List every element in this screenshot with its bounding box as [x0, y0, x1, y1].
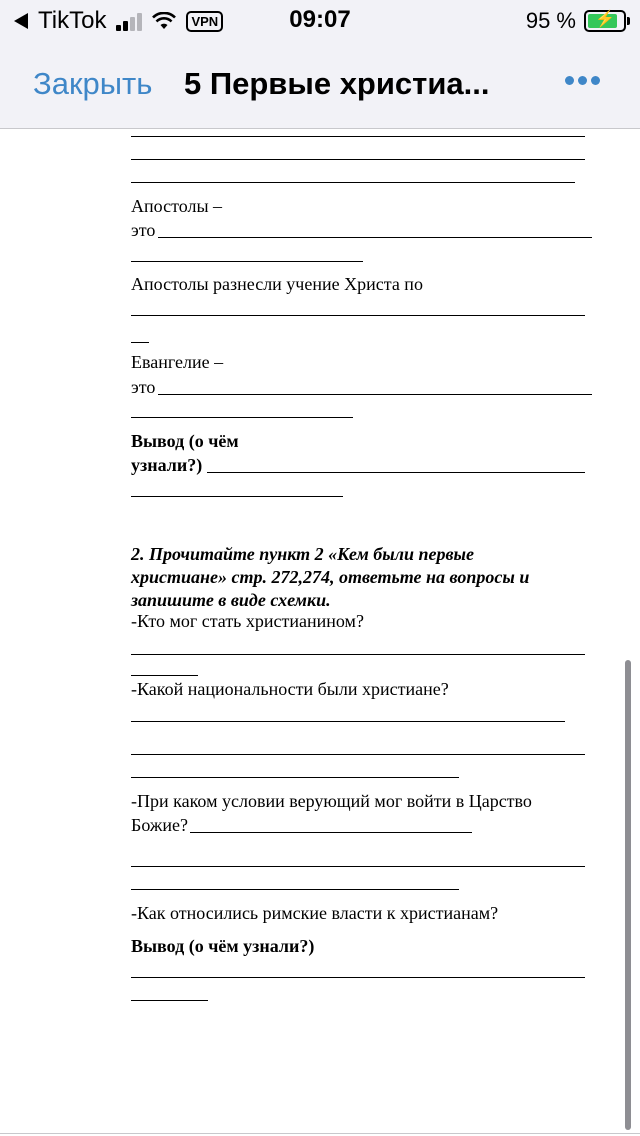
answer-line [131, 417, 353, 418]
bottom-divider [0, 1133, 640, 1134]
document-page[interactable] [0, 129, 640, 1136]
answer-line [131, 159, 585, 160]
task2-heading-end: запишите в виде схемки. [131, 590, 331, 610]
answer-line [131, 754, 585, 755]
gospel-label: Евангелие – [131, 352, 224, 372]
back-app-label: TikTok [38, 7, 107, 34]
answer-line [131, 496, 343, 497]
answer-line [207, 472, 585, 473]
answer-line [131, 315, 585, 316]
question-3: -При каком условии верующий мог войти в Царство [131, 791, 532, 811]
answer-line [131, 1000, 208, 1001]
battery-icon [584, 10, 626, 32]
close-button[interactable]: Закрыть [33, 66, 153, 101]
battery-percent: 95 % [525, 8, 576, 33]
navigation-bar [0, 40, 640, 129]
apostles-eto: это [131, 220, 156, 240]
answer-line [131, 977, 585, 978]
gospel-eto: это [131, 377, 156, 397]
conclusion-label-cont: узнали?) [131, 455, 203, 475]
clock: 09:07 [289, 6, 351, 33]
answer-line [131, 866, 585, 867]
task2-heading: 2. Прочитайте пункт 2 «Кем были первые [131, 544, 475, 564]
apostles-label: Апостолы – [131, 196, 223, 216]
answer-line [131, 675, 198, 676]
question-2: -Какой национальности были христиане? [131, 679, 449, 699]
answer-line [158, 237, 592, 238]
document-title: 5 Первые христиа... [184, 66, 490, 101]
ellipsis-icon[interactable] [561, 76, 600, 85]
charging-bolt-icon: ⚡ [595, 11, 615, 28]
vpn-badge: VPN [186, 11, 223, 32]
answer-line [190, 832, 472, 833]
answer-line [131, 721, 565, 722]
answer-line [131, 342, 149, 343]
answer-line [131, 889, 459, 890]
status-bar [0, 0, 640, 40]
question-4: -Как относились римские власти к христианам? [131, 903, 499, 923]
answer-line [131, 654, 585, 655]
apostles-spread-text: Апостолы разнесли учение Христа по [131, 274, 423, 294]
question-3-cont: Божие? [131, 815, 188, 835]
answer-line [131, 777, 459, 778]
answer-line [131, 261, 363, 262]
vertical-scrollbar[interactable] [625, 660, 631, 1130]
conclusion-label-2: Вывод (о чём узнали?) [131, 936, 315, 956]
answer-line [158, 394, 592, 395]
answer-line [131, 182, 575, 183]
conclusion-label: Вывод (о чём [131, 431, 239, 451]
task2-heading-cont: христиане» стр. 272,274, ответьте на вопросы и [131, 567, 530, 587]
answer-line [131, 136, 585, 137]
question-1: -Кто мог стать христианином? [131, 611, 364, 631]
